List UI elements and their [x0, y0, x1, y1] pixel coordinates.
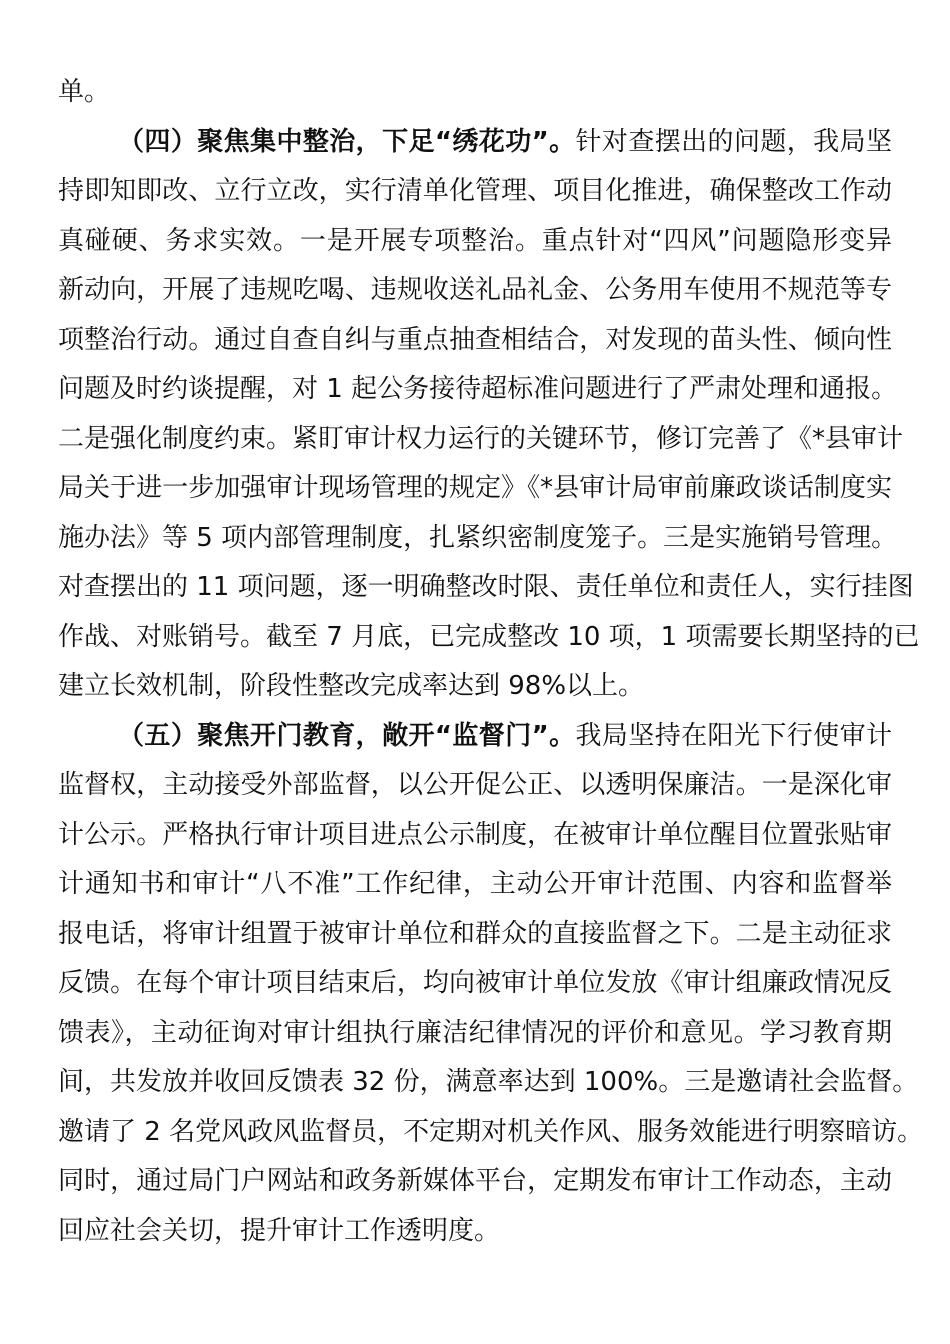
- line-text: 馈表》，主动征询对审计组执行廉洁纪律情况的评价和意见。学习教育期: [58, 1017, 892, 1048]
- text-line: [58, 167, 892, 217]
- line-text: 持即知即改、立行立改，实行清单化管理、项目化推进，确保整改工作动: [58, 176, 892, 206]
- text-line: [58, 1058, 919, 1108]
- line-text: 我局坚持在阳光下行使审计: [575, 720, 892, 751]
- text-line: [58, 662, 892, 712]
- text-line: [58, 316, 892, 366]
- line-text: 针对查摆出的问题，我局坚: [575, 126, 892, 157]
- line-text: 同时，通过局门户网站和政务新媒体平台，定期发布审计工作动态，主动: [58, 1166, 892, 1196]
- section-heading-line: [58, 118, 892, 168]
- text-line: [58, 811, 892, 861]
- line-text: 新动向，开展了违规吃喝、违规收送礼品礼金、公务用车使用不规范等专: [58, 275, 892, 305]
- line-text: 对查摆出的 11 项问题，逐一明确整改时限、责任单位和责任人，实行挂图: [58, 572, 914, 602]
- line-text: 建立长效机制，阶段性整改完成率达到 98%以上。: [58, 671, 645, 701]
- line-text: 回应社会关切，提升审计工作透明度。: [58, 1215, 501, 1246]
- section-heading: （五）聚焦开门教育，敞开“监督门”。: [118, 720, 576, 751]
- line-text: 监督权，主动接受外部监督，以公开促公正、以透明保廉洁。一是深化审: [58, 770, 892, 800]
- line-text: 单。: [58, 77, 111, 107]
- line-text: 项整治行动。通过自查自纠与重点抽查相结合，对发现的苗头性、倾向性: [58, 324, 892, 355]
- line-text: 报电话，将审计组置于被审计单位和群众的直接监督之下。二是主动征求: [58, 918, 892, 949]
- line-text: 间，共发放并收回反馈表 32 份，满意率达到 100%。三是邀请社会监督。: [58, 1067, 919, 1097]
- text-line: [58, 761, 892, 811]
- line-text: 问题及时约谈提醒，对 1 起公务接待超标准问题进行了严肃处理和通报。: [58, 374, 898, 404]
- text-line: [58, 1157, 892, 1207]
- line-text: 反馈。在每个审计项目结束后，均向被审计单位发放《审计组廉政情况反: [58, 968, 892, 998]
- document-body: [58, 68, 924, 1256]
- line-text: 作战、对账销号。截至 7 月底，已完成整改 10 项，1 项需要长期坚持的已: [58, 621, 920, 652]
- text-line: [58, 415, 904, 465]
- line-text: 邀请了 2 名党风政风监督员，不定期对机关作风、服务效能进行明察暗访。: [58, 1116, 924, 1147]
- text-line: [58, 910, 892, 960]
- text-line: [58, 68, 892, 118]
- text-line: [58, 959, 892, 1009]
- section-heading: （四）聚焦集中整治，下足“绣花功”。: [118, 126, 576, 157]
- text-line: [58, 217, 892, 267]
- line-text: 计通知书和审计“八不准”工作纪律，主动公开审计范围、内容和监督举: [58, 869, 892, 899]
- section-heading-line: [58, 712, 892, 762]
- line-text: 施办法》等 5 项内部管理制度，扎紧织密制度笼子。三是实施销号管理。: [58, 522, 898, 553]
- text-line: [58, 1009, 892, 1059]
- line-text: 计公示。严格执行审计项目进点公示制度，在被审计单位醒目位置张贴审: [58, 819, 892, 850]
- text-line: [58, 860, 892, 910]
- text-line: [58, 514, 898, 564]
- text-line: [58, 1207, 892, 1257]
- text-line: [58, 613, 920, 663]
- text-line: [58, 266, 892, 316]
- text-line: [58, 1108, 924, 1158]
- line-text: 二是强化制度约束。紧盯审计权力运行的关键环节，修订完善了《*县审计: [58, 423, 904, 454]
- text-line: [58, 464, 892, 514]
- text-line: [58, 563, 914, 613]
- text-line: [58, 365, 898, 415]
- line-text: 真碰硬、务求实效。一是开展专项整治。重点针对“四风”问题隐形变异: [58, 225, 892, 256]
- line-text: 局关于进一步加强审计现场管理的规定》《*县审计局审前廉政谈话制度实: [58, 473, 892, 503]
